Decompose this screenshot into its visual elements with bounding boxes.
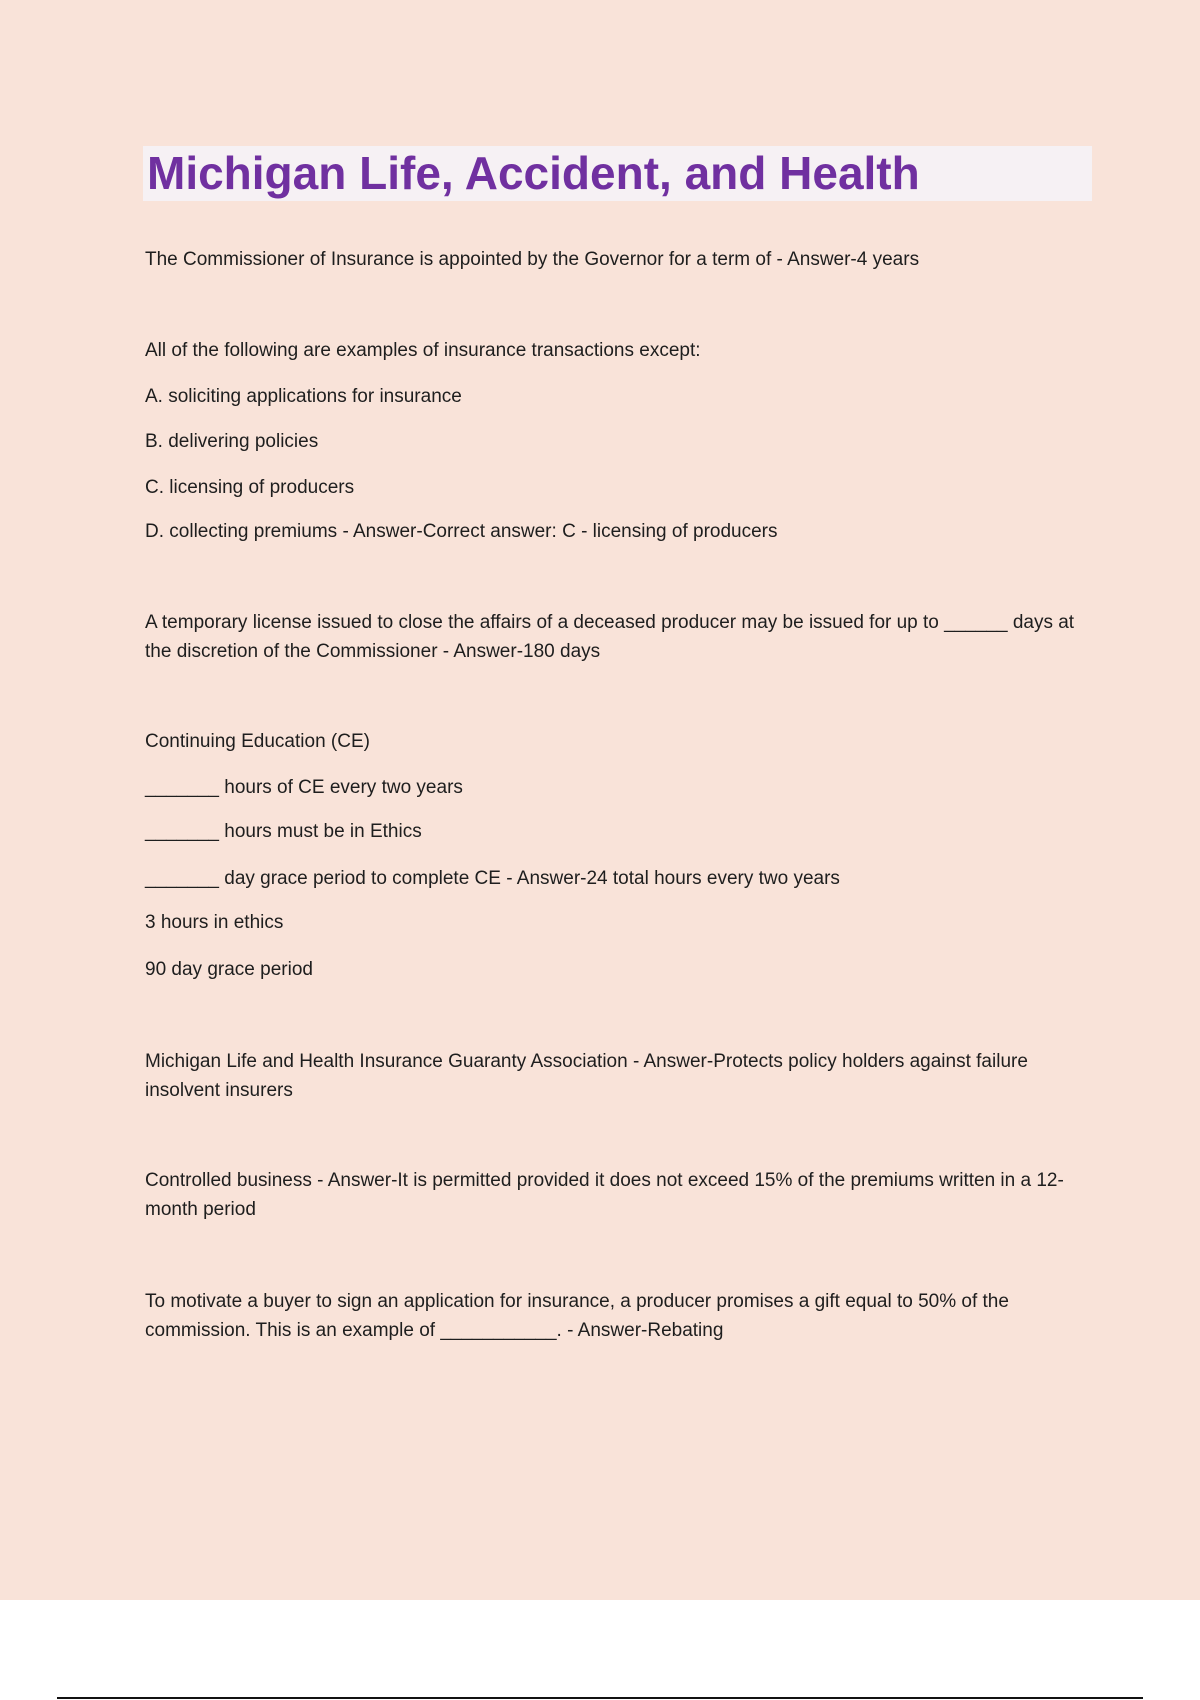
question-insurance-transactions: All of the following are examples of insurance transactions except:	[145, 340, 701, 361]
question-rebating: To motivate a buyer to sign an application for insurance, a producer promises a gift equal to 50% of the commission. This is an example of ___________. - Answer-Rebating	[145, 1291, 1009, 1341]
ce-ethics-answer: 3 hours in ethics	[145, 912, 284, 933]
option-c: C. licensing of producers	[145, 477, 355, 498]
question-controlled-business: Controlled business - Answer-It is permitted provided it does not exceed 15% of the premiums written in a 12-month period	[145, 1170, 1064, 1220]
ce-ethics-line: _______ hours must be in Ethics	[145, 821, 422, 842]
question-temporary-license: A temporary license issued to close the affairs of a deceased producer may be issued for up to ______ days at the discretion of the Commissioner - Answer-180 days	[145, 612, 1075, 662]
option-a: A. soliciting applications for insurance	[145, 386, 462, 407]
ce-heading: Continuing Education (CE)	[145, 731, 370, 752]
ce-hours-line: _______ hours of CE every two years	[145, 777, 463, 798]
footer-divider	[57, 1697, 1143, 1699]
question-commissioner-term: The Commissioner of Insurance is appointed by the Governor for a term of - Answer-4 years	[145, 249, 920, 270]
question-guaranty-association: Michigan Life and Health Insurance Guaranty Association - Answer-Protects policy holders against failure insolvent insurers	[145, 1051, 1028, 1101]
document-title: Michigan Life, Accident, and Health	[147, 147, 920, 199]
ce-grace-answer: 90 day grace period	[145, 959, 313, 980]
option-b: B. delivering policies	[145, 431, 319, 452]
option-d-answer: D. collecting premiums - Answer-Correct answer: C - licensing of producers	[145, 521, 778, 542]
ce-grace-line-answer: _______ day grace period to complete CE - Answer-24 total hours every two years	[145, 868, 840, 889]
